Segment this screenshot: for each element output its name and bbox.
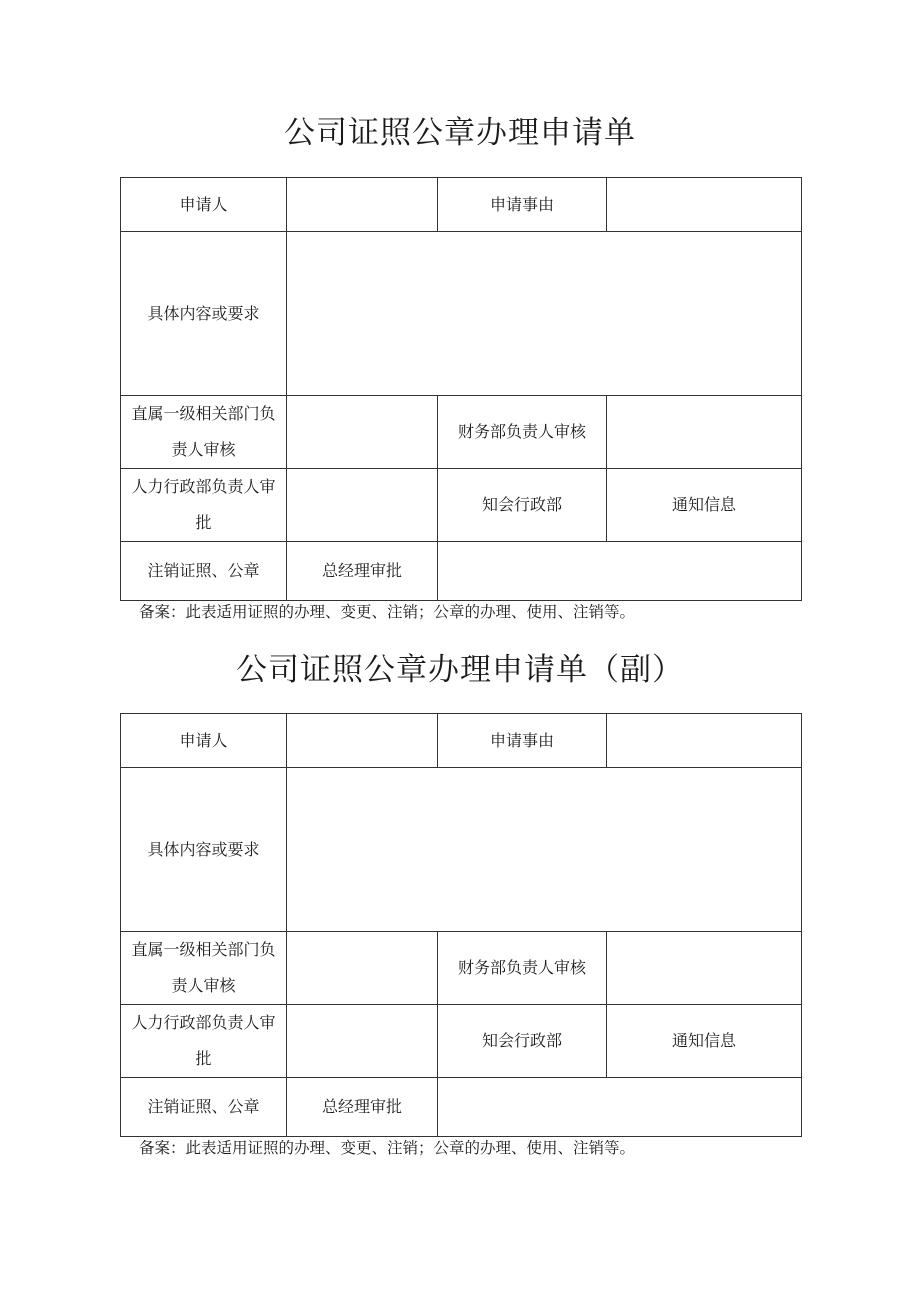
application-form-table xyxy=(120,177,802,601)
dept-head-review-field[interactable] xyxy=(287,932,438,1005)
gm-approval-field[interactable] xyxy=(438,1078,802,1137)
form-title: 公司证照公章办理申请单 xyxy=(284,115,636,151)
table-row xyxy=(121,1078,802,1137)
content-label: 具体内容或要求 xyxy=(121,768,287,932)
form-note: 备案：此表适用证照的办理、变更、注销；公章的办理、使用、注销等。 xyxy=(139,603,636,621)
finance-head-review-label: 财务部负责人审核 xyxy=(438,932,607,1005)
hr-admin-approval-label: 人力行政部负责人审批 xyxy=(121,1005,287,1078)
table-row xyxy=(121,178,802,232)
hr-admin-approval-label: 人力行政部负责人审批 xyxy=(121,469,287,542)
table-row xyxy=(121,714,802,768)
notify-info-label: 通知信息 xyxy=(607,1005,802,1078)
table-row xyxy=(121,932,802,1005)
content-label: 具体内容或要求 xyxy=(121,232,287,396)
table-row xyxy=(121,232,802,396)
table-row xyxy=(121,1005,802,1078)
applicant-field[interactable] xyxy=(287,714,438,768)
content-field[interactable] xyxy=(287,768,802,932)
applicant-label: 申请人 xyxy=(121,714,287,768)
dept-head-review-label: 直属一级相关部门负责人审核 xyxy=(121,932,287,1005)
hr-admin-approval-field[interactable] xyxy=(287,469,438,542)
reason-field[interactable] xyxy=(607,714,802,768)
hr-admin-approval-field[interactable] xyxy=(287,1005,438,1078)
finance-head-review-label: 财务部负责人审核 xyxy=(438,396,607,469)
dept-head-review-field[interactable] xyxy=(287,396,438,469)
application-form-table-copy xyxy=(120,713,802,1137)
table-row xyxy=(121,396,802,469)
finance-head-review-field[interactable] xyxy=(607,932,802,1005)
table-row xyxy=(121,768,802,932)
cancel-label: 注销证照、公章 xyxy=(121,542,287,601)
gm-approval-label: 总经理审批 xyxy=(287,542,438,601)
dept-head-review-label: 直属一级相关部门负责人审核 xyxy=(121,396,287,469)
gm-approval-label: 总经理审批 xyxy=(287,1078,438,1137)
reason-field[interactable] xyxy=(607,178,802,232)
reason-label: 申请事由 xyxy=(438,178,607,232)
applicant-field[interactable] xyxy=(287,178,438,232)
content-field[interactable] xyxy=(287,232,802,396)
table-row xyxy=(121,469,802,542)
notify-admin-label: 知会行政部 xyxy=(438,1005,607,1078)
finance-head-review-field[interactable] xyxy=(607,396,802,469)
notify-info-label: 通知信息 xyxy=(607,469,802,542)
applicant-label: 申请人 xyxy=(121,178,287,232)
form-title-copy: 公司证照公章办理申请单（副） xyxy=(236,652,684,688)
gm-approval-field[interactable] xyxy=(438,542,802,601)
cancel-label: 注销证照、公章 xyxy=(121,1078,287,1137)
form-note-copy: 备案：此表适用证照的办理、变更、注销；公章的办理、使用、注销等。 xyxy=(139,1139,636,1157)
table-row xyxy=(121,542,802,601)
reason-label: 申请事由 xyxy=(438,714,607,768)
notify-admin-label: 知会行政部 xyxy=(438,469,607,542)
